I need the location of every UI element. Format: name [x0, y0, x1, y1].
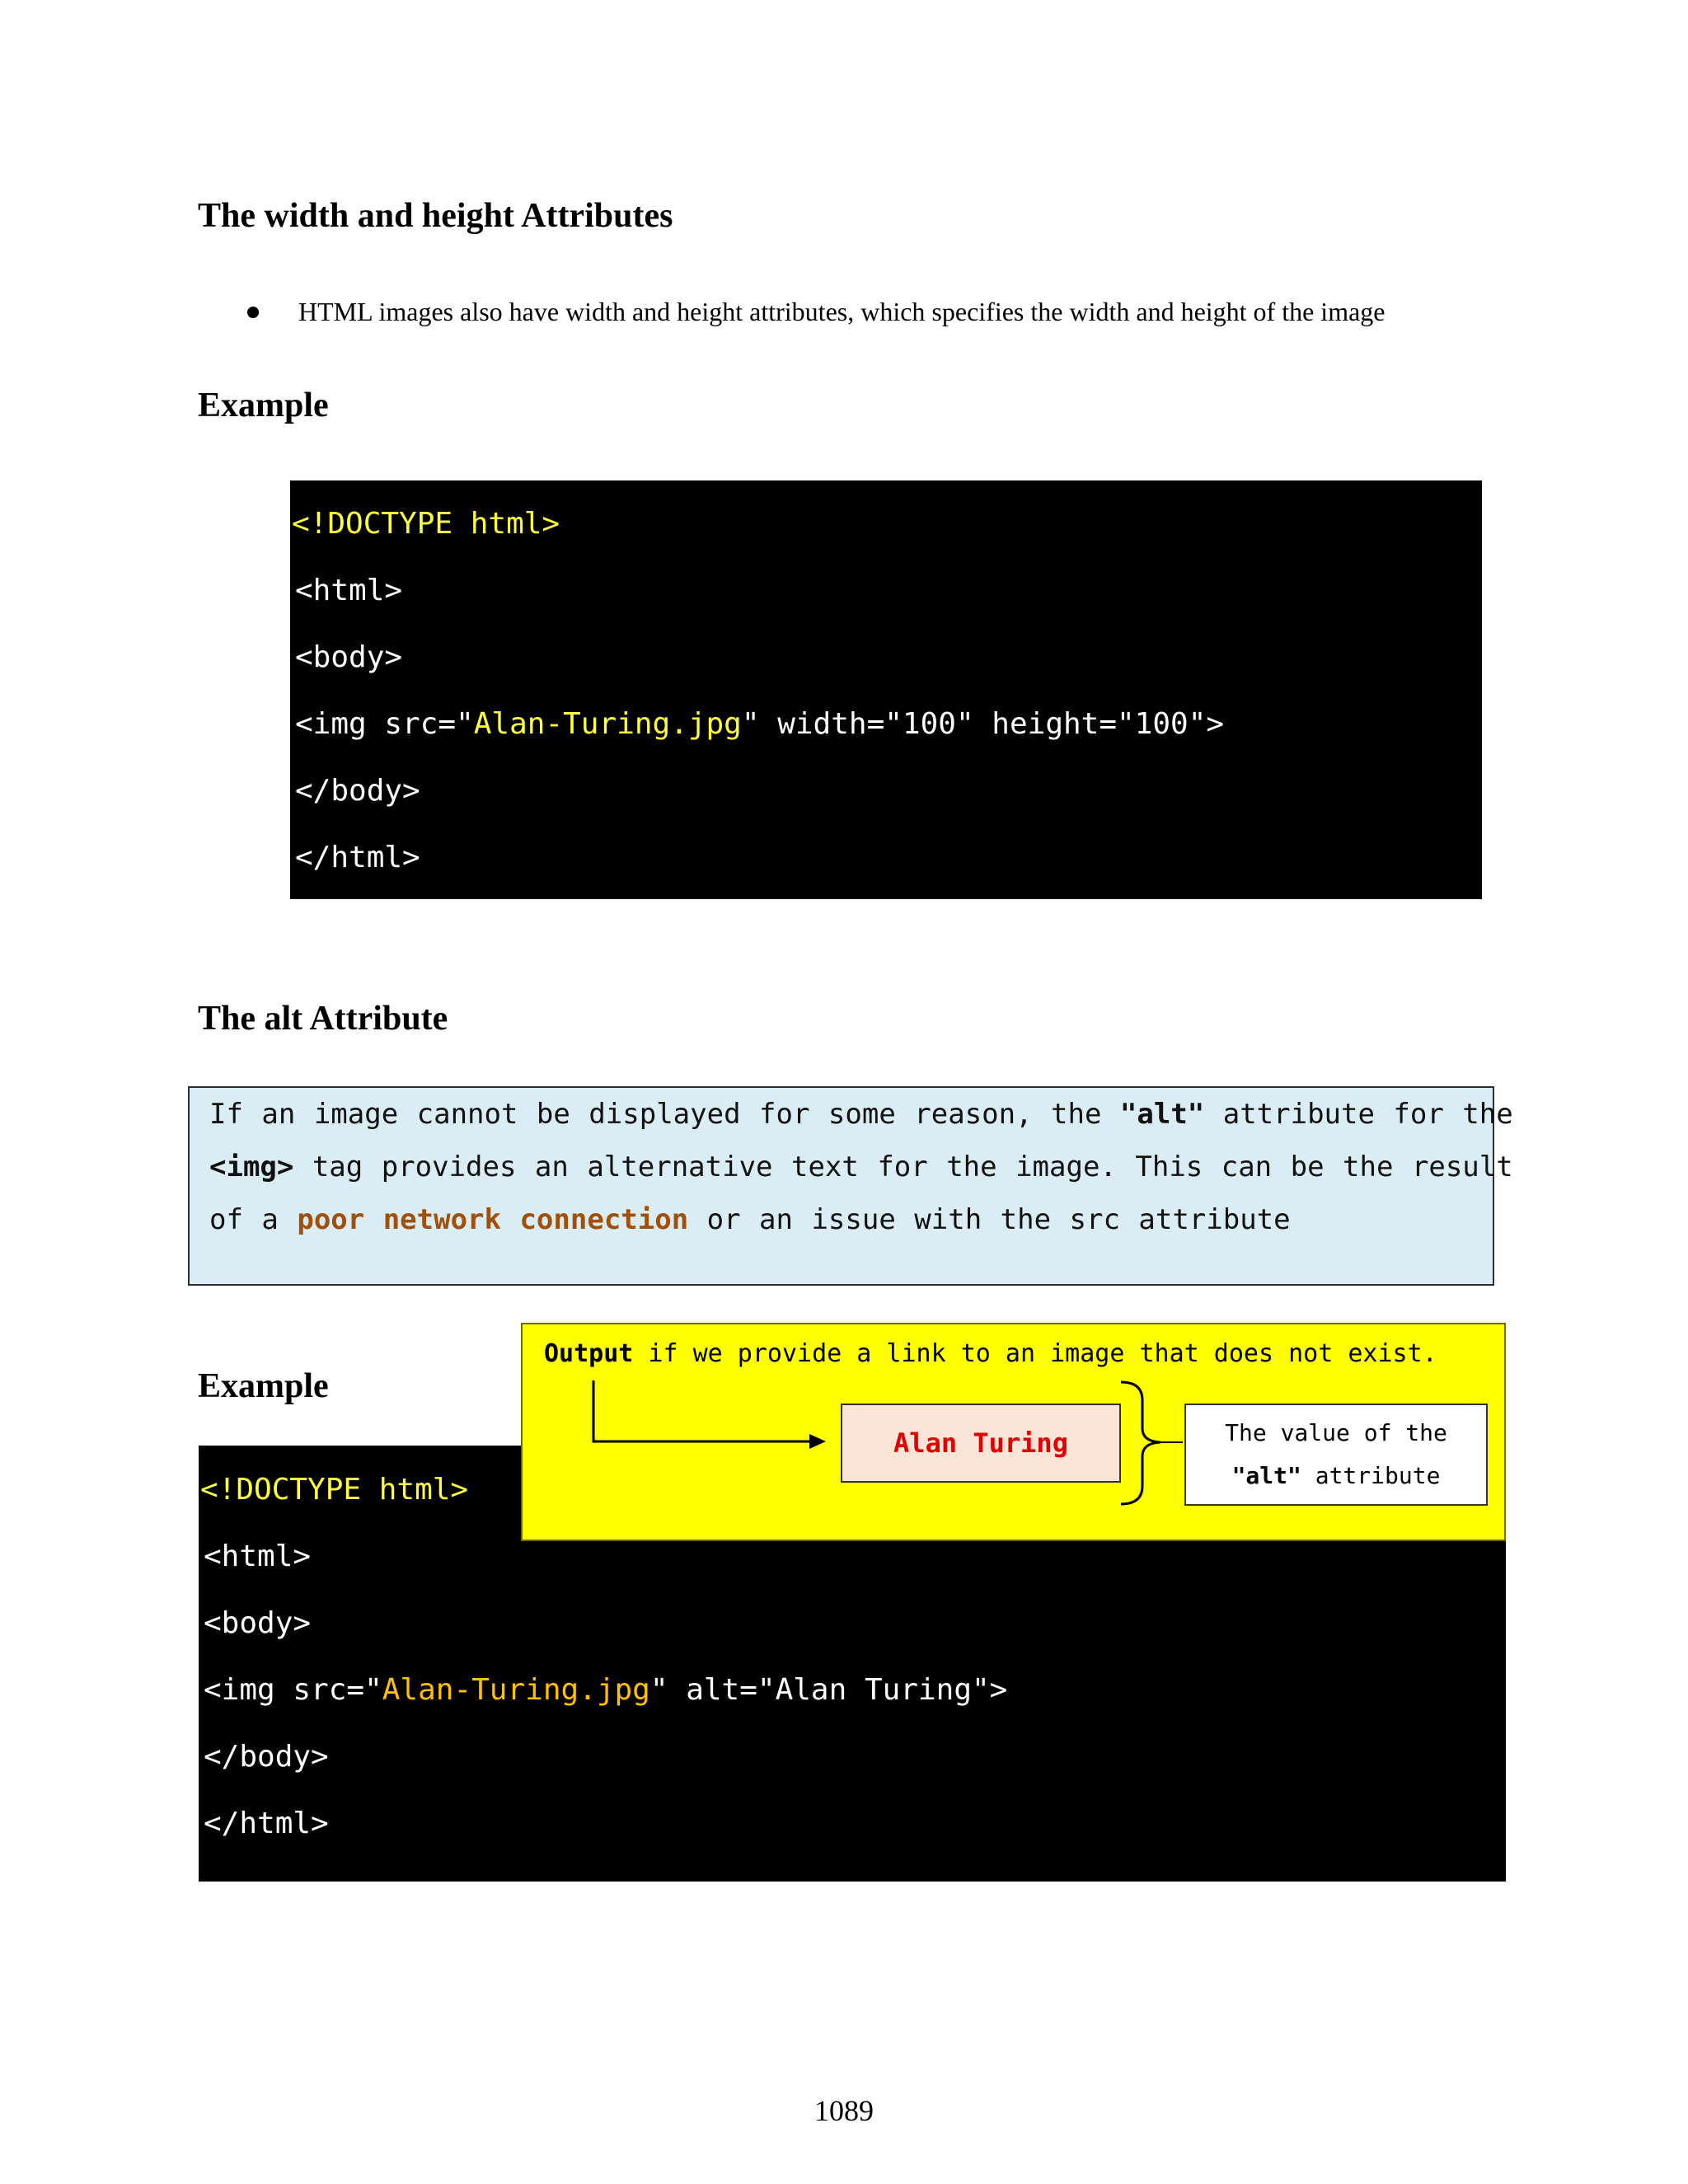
alt-text-preview: Alan Turing [841, 1404, 1121, 1483]
code-img-start: <img src=" [204, 1673, 382, 1707]
code-img-end: " alt="Alan Turing"> [649, 1673, 1008, 1707]
note-line-3 [209, 1203, 1291, 1236]
code-line-html-close: </html> [295, 841, 420, 874]
alt-desc-text: attribute [1301, 1462, 1441, 1489]
page-number: 1089 [814, 2094, 874, 2127]
code-block-1 [290, 480, 1482, 899]
curly-brace-icon [1121, 1382, 1160, 1504]
bullet-item [247, 297, 1385, 327]
bullet-icon [247, 307, 259, 318]
code-img-src: Alan-Turing.jpg [473, 707, 742, 741]
code-line-body-open: <body> [204, 1606, 312, 1640]
callout-caption-bold: Output [544, 1339, 634, 1368]
code-line-html-open: <html> [204, 1540, 312, 1573]
alt-desc-keyword: "alt" [1231, 1462, 1301, 1489]
info-note [188, 1086, 1513, 1286]
section-heading-width-height: The width and height Attributes [198, 197, 673, 235]
note-img-keyword: <img> [209, 1151, 294, 1183]
bullet-text: HTML images also have width and height attributes, which specifies the width and height of the image [298, 297, 1386, 326]
note-highlight: poor network connection [297, 1203, 689, 1236]
code-line-body-close: </body> [295, 774, 420, 808]
code-line-html-open: <html> [295, 574, 403, 607]
note-text: If an image cannot be displayed for some reason, the [209, 1098, 1120, 1131]
arrow-line [593, 1380, 816, 1441]
callout-caption-text: if we provide a link to an image that does not exist. [633, 1339, 1437, 1368]
example-label-1: Example [198, 387, 329, 424]
note-text: attribute for the [1204, 1098, 1513, 1131]
output-callout [521, 1323, 1506, 1541]
alt-desc-line-1: The value of the [1225, 1419, 1447, 1446]
note-text: or an issue with the src attribute [688, 1203, 1291, 1236]
code-line-doctype: <!DOCTYPE html> [200, 1473, 469, 1507]
code-line-body-close: </body> [204, 1740, 329, 1774]
section-heading-alt: The alt Attribute [198, 1000, 448, 1038]
note-text: of a [209, 1203, 298, 1236]
code-line-doctype: <!DOCTYPE html> [292, 507, 560, 541]
code-line-html-close: </html> [204, 1807, 329, 1840]
note-line-2 [209, 1151, 1513, 1183]
note-alt-keyword: "alt" [1119, 1098, 1205, 1131]
note-text: tag provides an alternative text for the image. This can be the result [293, 1151, 1513, 1183]
code-line-img [295, 705, 1224, 744]
code-img-start: <img src=" [295, 707, 474, 741]
arrow-head-icon [809, 1434, 826, 1449]
alt-description-box [1184, 1404, 1488, 1506]
code-img-end: " width="100" height="100"> [741, 707, 1225, 741]
note-line-1 [209, 1098, 1513, 1131]
code-img-src: Alan-Turing.jpg [382, 1673, 650, 1707]
example-label-2: Example [198, 1367, 329, 1405]
code-line-body-open: <body> [295, 640, 403, 674]
alt-desc-line-2 [1186, 1455, 1486, 1497]
code-line-img [204, 1671, 1007, 1710]
